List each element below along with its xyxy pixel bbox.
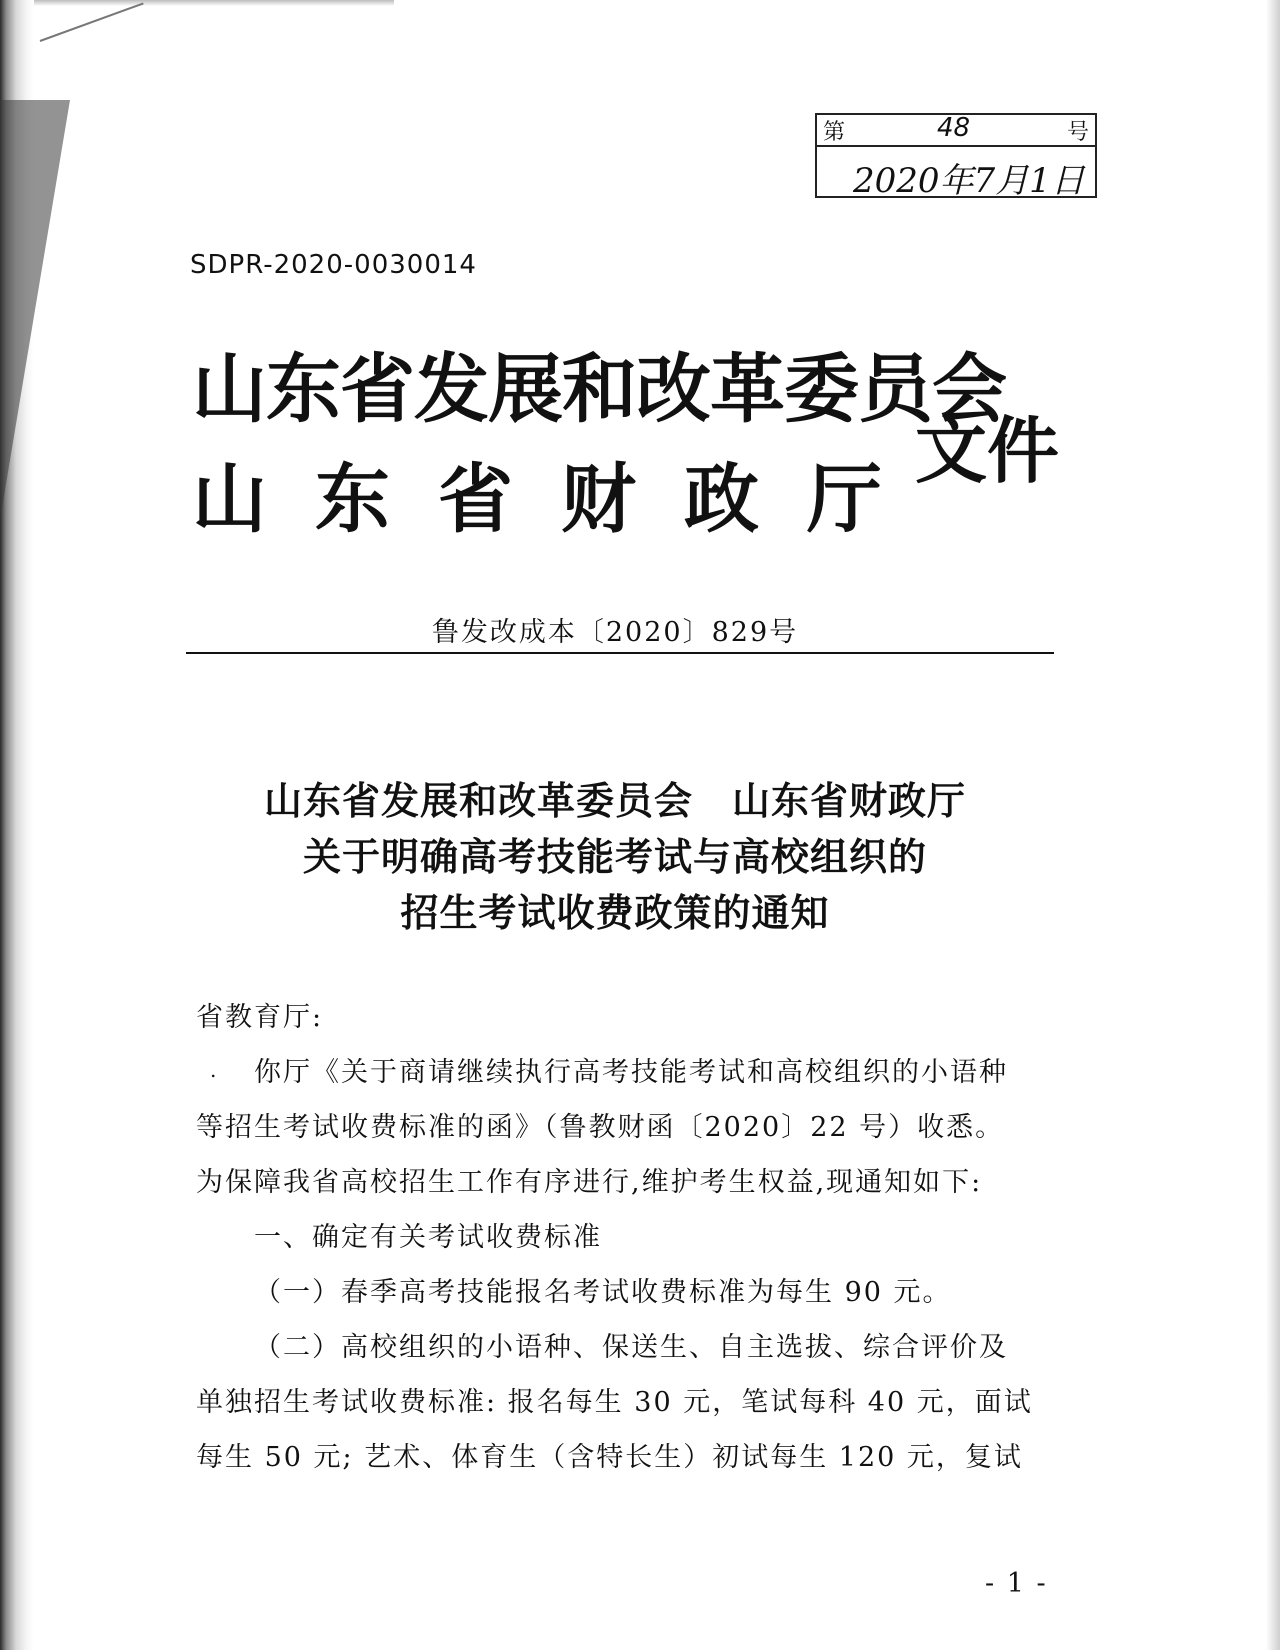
- body-line: （二）高校组织的小语种、保送生、自主选拔、综合评价及: [254, 1332, 1008, 1363]
- title-line-1: 山东省发展和改革委员会 山东省财政厅: [263, 778, 966, 823]
- section-heading: 一、确定有关考试收费标准: [254, 1222, 602, 1253]
- issuer-line-1: 山东省发展和改革委员会: [192, 345, 1007, 433]
- issuer-char: 厅: [806, 455, 882, 543]
- scan-shadow-top: [34, 0, 394, 6]
- stamp-suffix: 号: [1066, 120, 1089, 145]
- page-number: - 1 -: [985, 1568, 1048, 1599]
- stamp-date: 2020年7月1日: [853, 161, 1085, 201]
- issuer-char: 省: [437, 455, 513, 543]
- body-line: 每生 50 元; 艺术、体育生（含特长生）初试每生 120 元，复试: [196, 1442, 1023, 1473]
- issuer-char: 山: [192, 455, 268, 543]
- body-line: 为保障我省高校招生工作有序进行,维护考生权益,现通知如下:: [196, 1167, 983, 1198]
- issuer-char: 政: [683, 455, 759, 543]
- stamp-number: 48: [937, 113, 971, 143]
- file-label: 文件: [915, 409, 1060, 493]
- scan-dark-wedge: [0, 100, 70, 520]
- body-line: （一）春季高考技能报名考试收费标准为每生 90 元。: [254, 1277, 952, 1308]
- document-number: 鲁发改成本〔2020〕829号: [431, 617, 799, 648]
- scan-dot-mark: .: [210, 1058, 217, 1082]
- body-line: 等招生考试收费标准的函》（鲁教财函〔2020〕22 号）收悉。: [196, 1112, 1005, 1143]
- header-divider: [186, 652, 1054, 654]
- document-code: SDPR-2020-0030014: [190, 250, 477, 280]
- issuer-line-2: [192, 455, 882, 543]
- body-line: 你厅《关于商请继续执行高考技能考试和高校组织的小语种: [254, 1057, 1008, 1088]
- registration-stamp: [815, 113, 1097, 201]
- issuer-char: 财: [560, 455, 636, 543]
- body-line: 单独招生考试收费标准: 报名每生 30 元，笔试每科 40 元，面试: [196, 1387, 1033, 1418]
- title-line-2: 关于明确高考技能考试与高校组织的: [302, 834, 927, 879]
- scan-streak: [40, 2, 144, 42]
- scan-shadow-right: [1266, 0, 1280, 1650]
- title-line-3: 招生考试收费政策的通知: [400, 890, 830, 935]
- stamp-number-row: [817, 115, 1095, 147]
- stamp-prefix: 第: [823, 120, 846, 145]
- salutation: 省教育厅:: [196, 1002, 324, 1033]
- issuer-char: 东: [314, 455, 390, 543]
